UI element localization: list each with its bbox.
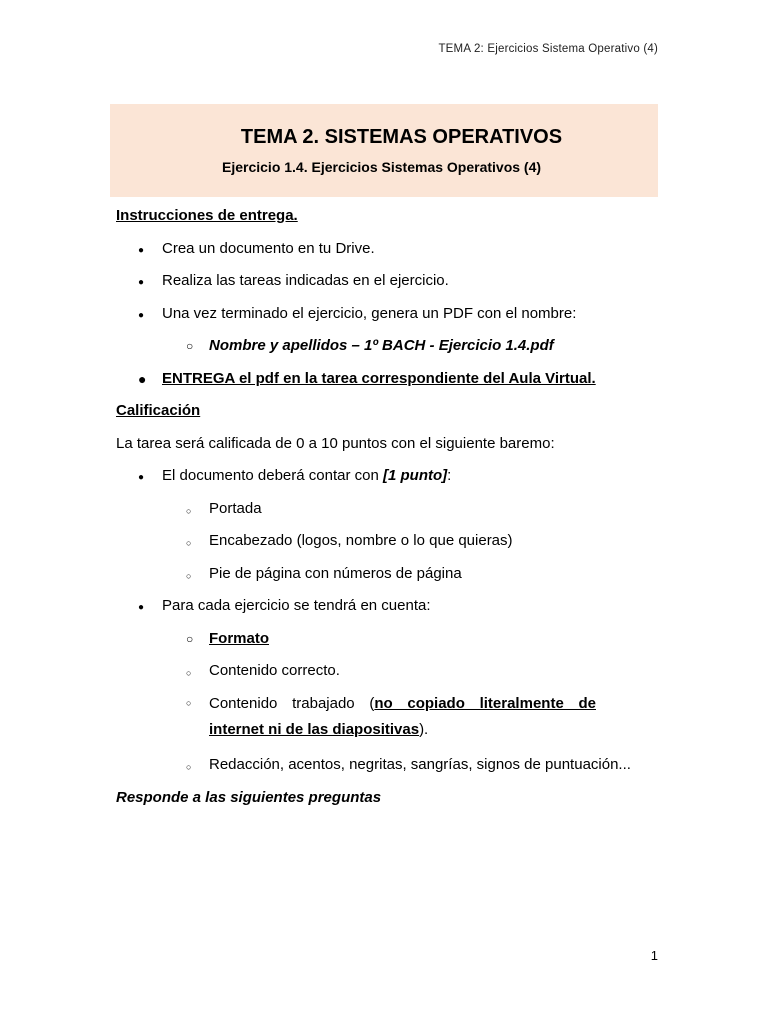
- bullet-icon: ●: [138, 602, 145, 613]
- list-item: [116, 369, 596, 389]
- sub-list-item: [116, 661, 596, 681]
- page-number: 1: [650, 948, 658, 963]
- list-item: [116, 239, 596, 259]
- circle-bullet-icon: ○: [186, 339, 194, 353]
- bullet-icon: ●: [138, 309, 145, 321]
- list-item-text: Para cada ejercicio se tendrá en cuenta:: [162, 597, 431, 614]
- grading-intro: La tarea será calificada de 0 a 10 puntos con el siguiente baremo:: [116, 434, 555, 452]
- title-box: [110, 104, 658, 197]
- sub-list-item: [116, 755, 631, 775]
- sub-list-item-text: Redacción, acentos, negritas, sangrías, signos de puntuación...: [209, 756, 631, 773]
- sub-list-item: [116, 531, 596, 551]
- list-item: [116, 271, 596, 291]
- list-item-text: Crea un documento en tu Drive.: [162, 239, 375, 257]
- circle-bullet-icon: ○: [186, 668, 192, 678]
- document-body: [116, 206, 631, 820]
- pdf-filename: Nombre y apellidos – 1º BACH - Ejercicio 1.4.pdf: [209, 337, 554, 354]
- sub-list-item-text: Contenido correcto.: [209, 662, 340, 679]
- page-header: TEMA 2: Ejercicios Sistema Operativo (4): [438, 43, 658, 55]
- format-criterion: Formato: [209, 629, 269, 647]
- bullet-icon: ●: [138, 244, 145, 256]
- circle-bullet-icon: ○: [186, 631, 194, 646]
- circle-bullet-icon: ○: [186, 697, 192, 708]
- sub-list-item: [116, 564, 596, 584]
- list-item: [116, 596, 596, 616]
- sub-list-item: [116, 691, 596, 743]
- list-item-text: :: [447, 467, 452, 484]
- deliver-instruction: ENTREGA el pdf en la tarea correspondiente del Aula Virtual.: [162, 369, 596, 387]
- list-item: [116, 466, 596, 486]
- closing-instruction: Responde a las siguientes preguntas: [116, 788, 382, 806]
- document-title: TEMA 2. SISTEMAS OPERATIVOS: [240, 126, 563, 148]
- instructions-heading: Instrucciones de entrega.: [116, 207, 298, 224]
- list-item-text: Realiza las tareas indicadas en el ejercicio.: [162, 272, 449, 289]
- list-item: [116, 304, 596, 324]
- sub-list-item-text: Portada: [209, 499, 262, 517]
- list-item-text: Una vez terminado el ejercicio, genera un PDF con el nombre:: [162, 304, 577, 322]
- document-subtitle: Ejercicio 1.4. Ejercicios Sistemas Operativos (4): [222, 159, 542, 175]
- worked-criterion: Contenido trabajado (no copiado literalmente de internet ni de las diapositivas).: [209, 694, 596, 738]
- sub-list-item-text: Encabezado (logos, nombre o lo que quieras): [209, 532, 513, 549]
- circle-bullet-icon: ○: [186, 570, 192, 581]
- sub-list-item: [116, 336, 596, 356]
- circle-bullet-icon: ○: [186, 762, 192, 772]
- circle-bullet-icon: ○: [186, 505, 192, 516]
- sub-list-item-text: Pie de página con números de página: [209, 564, 462, 582]
- bullet-icon: ●: [138, 277, 145, 288]
- sub-list-item: [116, 499, 596, 519]
- grading-heading: Calificación: [116, 402, 201, 419]
- points-label: [1 punto]: [382, 467, 448, 484]
- list-item-text: El documento deberá contar con: [162, 467, 383, 484]
- bullet-icon: ●: [138, 472, 145, 483]
- circle-bullet-icon: ○: [186, 538, 192, 548]
- bullet-icon: ●: [138, 370, 147, 387]
- sub-list-item: [116, 629, 596, 649]
